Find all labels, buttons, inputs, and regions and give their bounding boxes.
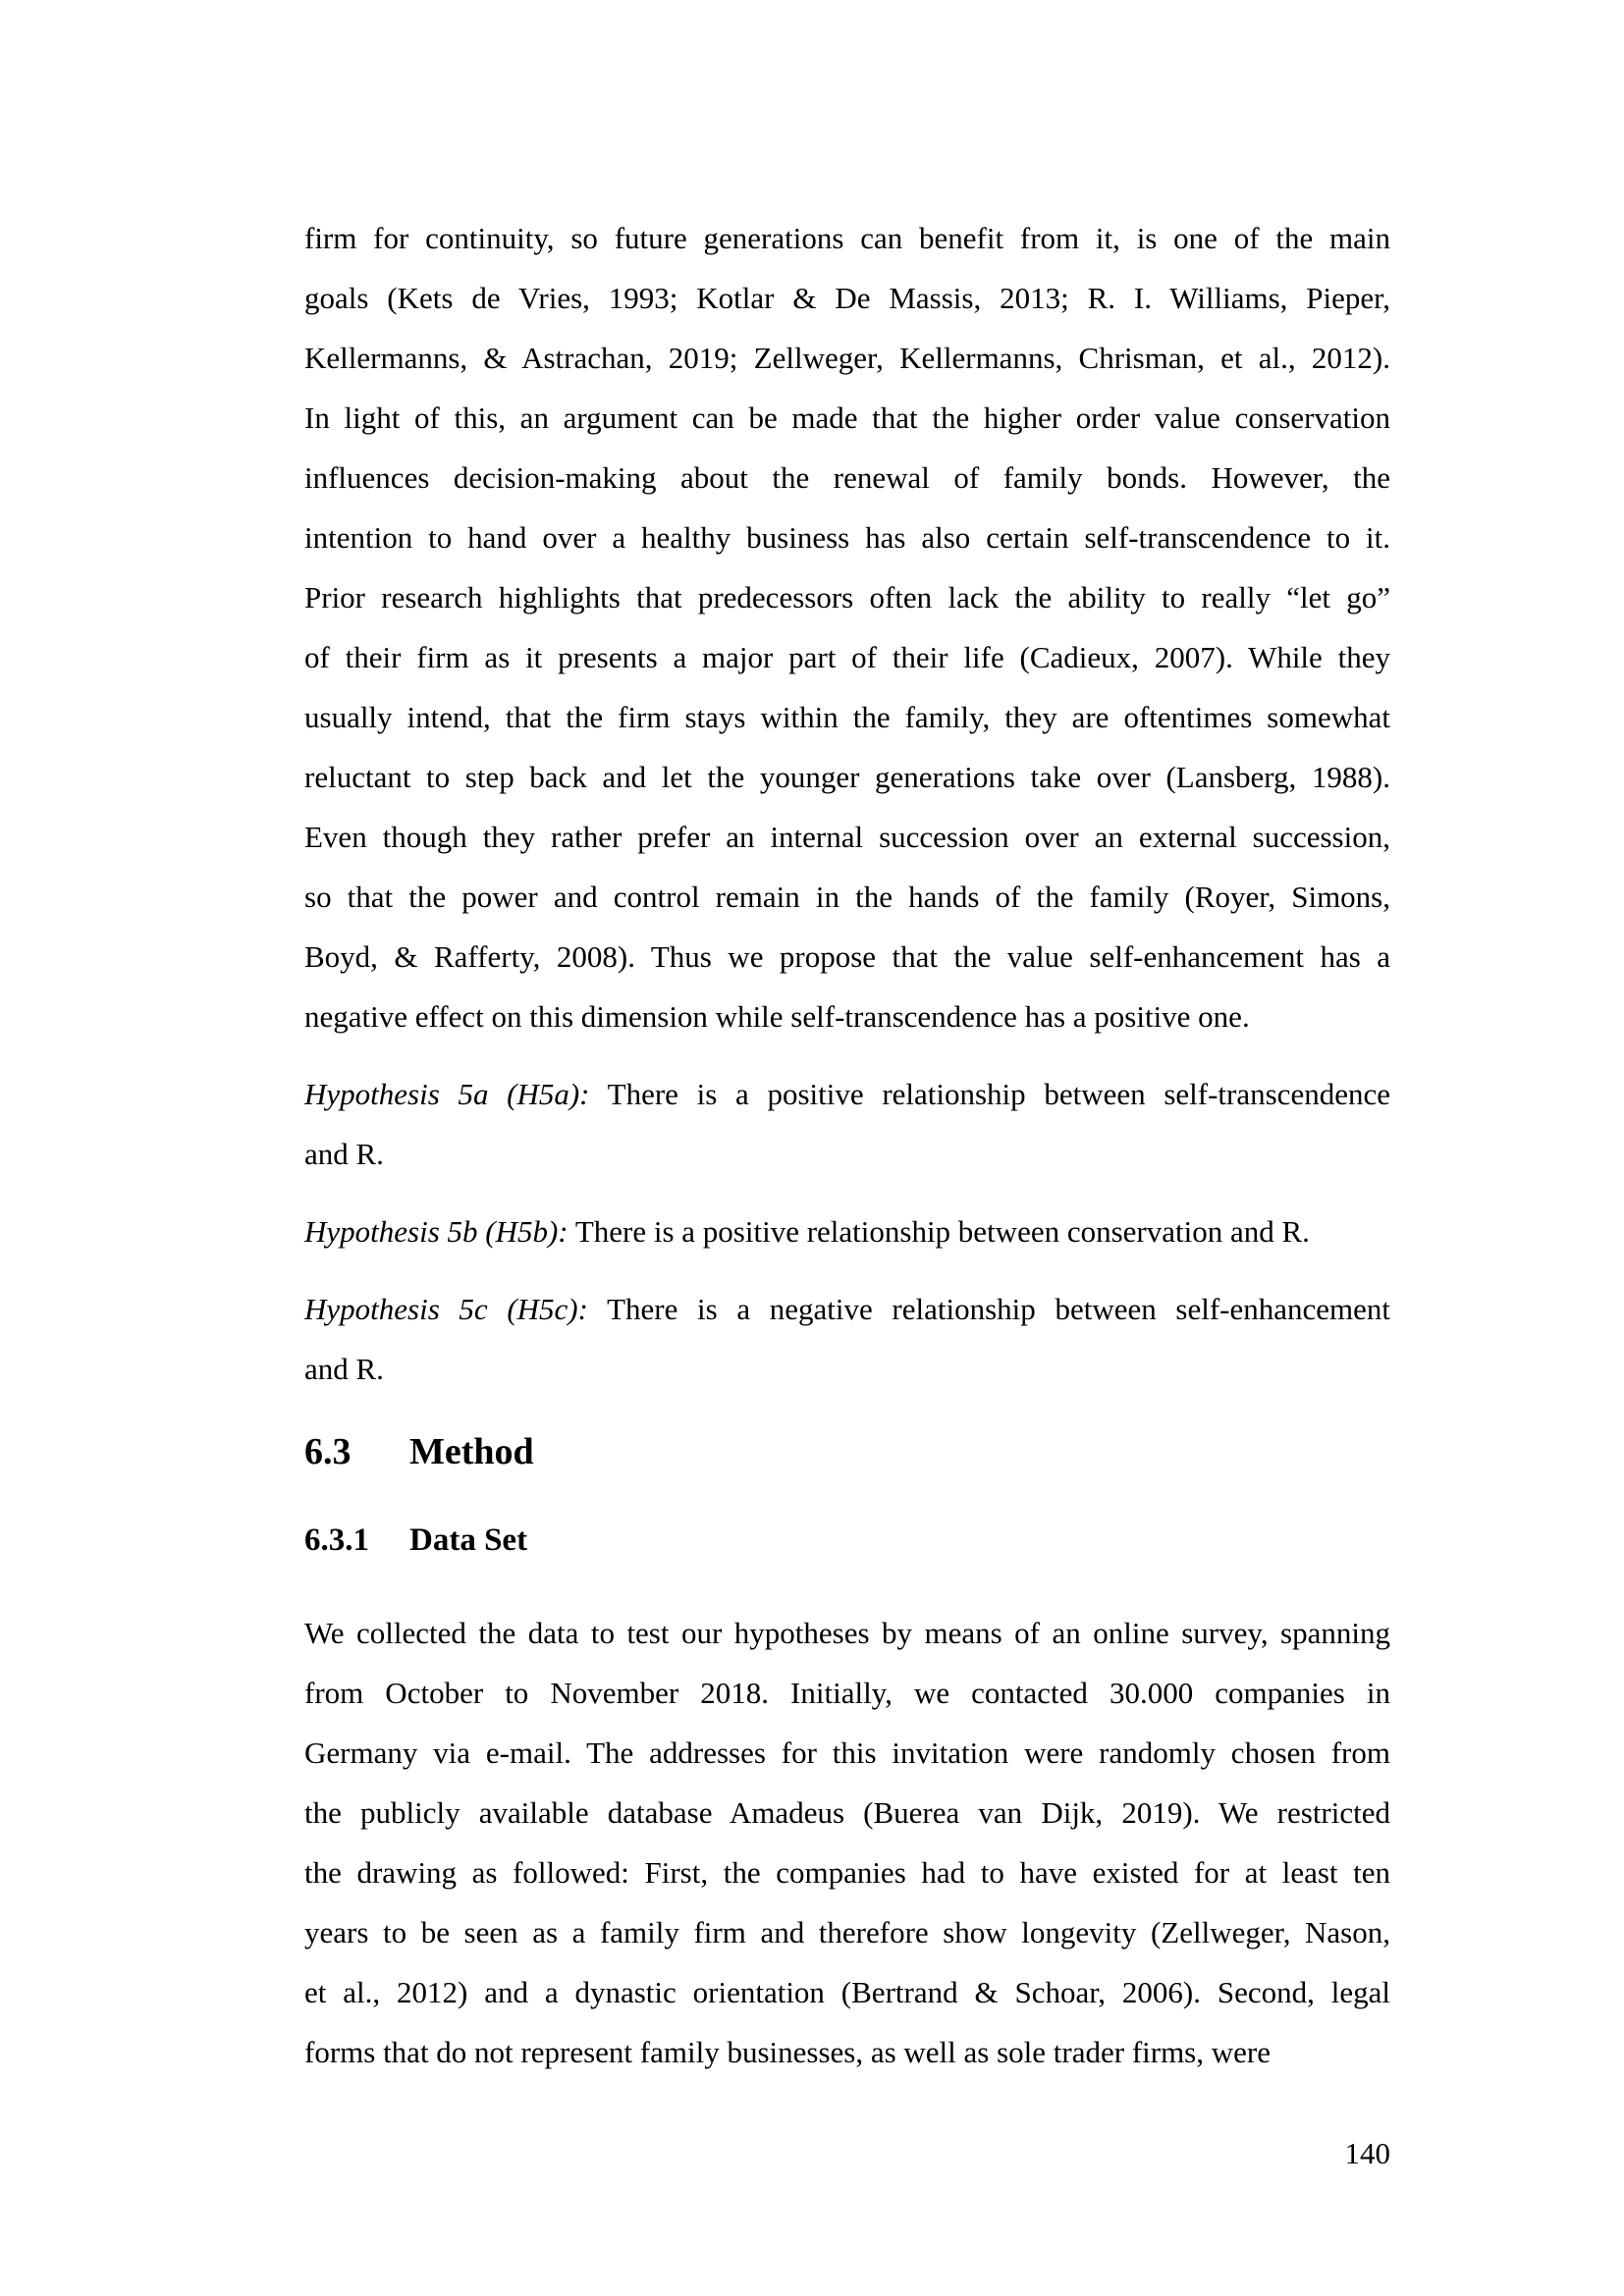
hypothesis-5c-line-1 <box>304 1279 1390 1339</box>
hypothesis-5c-label: Hypothesis 5c (H5c): <box>304 1292 588 1326</box>
text-line: Boyd, & Rafferty, 2008). Thus we propose that the value self-enhancement has a <box>304 939 1390 974</box>
hypothesis-5b <box>304 1201 1390 1261</box>
text-line: In light of this, an argument can be made that the higher order value conservation <box>304 400 1390 435</box>
subsection-title: Data Set <box>409 1522 528 1558</box>
text-line: intention to hand over a healthy business has also certain self-transcendence to it. <box>304 520 1390 555</box>
body-paragraph-continuation <box>304 208 1390 1046</box>
text-line: Germany via e-mail. The addresses for this invitation were randomly chosen from <box>304 1735 1390 1770</box>
text-line: negative effect on this dimension while self-transcendence has a positive one. <box>304 999 1250 1034</box>
hypothesis-5a-line-2: and R. <box>304 1137 384 1171</box>
text-line: Prior research highlights that predecessors often lack the ability to really “let go” <box>304 580 1390 614</box>
hypothesis-5b-line-1 <box>304 1201 1390 1261</box>
subsection-heading <box>304 1517 1390 1564</box>
text-line: firm for continuity, so future generations can benefit from it, is one of the main <box>304 221 1390 255</box>
hypothesis-5a <box>304 1064 1390 1184</box>
text-line: the drawing as followed: First, the companies had to have existed for at least ten <box>304 1855 1390 1890</box>
body-paragraph-data-set <box>304 1603 1390 2082</box>
hypothesis-5c <box>304 1279 1390 1399</box>
text-line: influences decision-making about the renewal of family bonds. However, the <box>304 460 1390 495</box>
text-line: the publicly available database Amadeus (Buerea van Dijk, 2019). We restricted <box>304 1795 1390 1830</box>
hypothesis-5c-text: There is a negative relationship between self-enhancement <box>607 1292 1390 1326</box>
hypothesis-5a-line-1 <box>304 1064 1390 1124</box>
text-line: so that the power and control remain in the hands of the family (Royer, Simons, <box>304 880 1390 914</box>
hypothesis-5b-label: Hypothesis 5b (H5b): <box>304 1214 568 1249</box>
text-line: from October to November 2018. Initially, we contacted 30.000 companies in <box>304 1676 1390 1710</box>
text-line: goals (Kets de Vries, 1993; Kotlar & De Massis, 2013; R. I. Williams, Pieper, <box>304 281 1390 315</box>
page-number: 140 <box>1344 2136 1390 2170</box>
text-line: reluctant to step back and let the younger generations take over (Lansberg, 1988). <box>304 760 1390 794</box>
text-line: usually intend, that the firm stays within the family, they are oftentimes somewhat <box>304 700 1390 734</box>
hypothesis-5b-text: There is a positive relationship between conservation and R. <box>574 1214 1310 1249</box>
text-line: forms that do not represent family businesses, as well as sole trader firms, were <box>304 2035 1271 2069</box>
hypothesis-5c-line-2: and R. <box>304 1352 384 1386</box>
section-title: Method <box>409 1431 534 1472</box>
hypothesis-5a-text: There is a positive relationship between self-transcendence <box>607 1077 1390 1111</box>
hypothesis-5a-label: Hypothesis 5a (H5a): <box>304 1077 590 1111</box>
text-line: years to be seen as a family firm and therefore show longevity (Zellweger, Nason, <box>304 1915 1390 1949</box>
text-line: We collected the data to test our hypotheses by means of an online survey, spanning <box>304 1616 1390 1650</box>
text-line: of their firm as it presents a major part of their life (Cadieux, 2007). While they <box>304 640 1390 674</box>
text-line: et al., 2012) and a dynastic orientation (Bertrand & Schoar, 2006). Second, legal <box>304 1975 1390 2009</box>
text-line: Kellermanns, & Astrachan, 2019; Zellweger, Kellermanns, Chrisman, et al., 2012). <box>304 341 1390 375</box>
section-heading <box>304 1425 1390 1479</box>
section-number: 6.3 <box>304 1431 352 1472</box>
page-content <box>304 208 1390 2100</box>
text-line: Even though they rather prefer an internal succession over an external succession, <box>304 820 1390 854</box>
subsection-number: 6.3.1 <box>304 1522 369 1558</box>
